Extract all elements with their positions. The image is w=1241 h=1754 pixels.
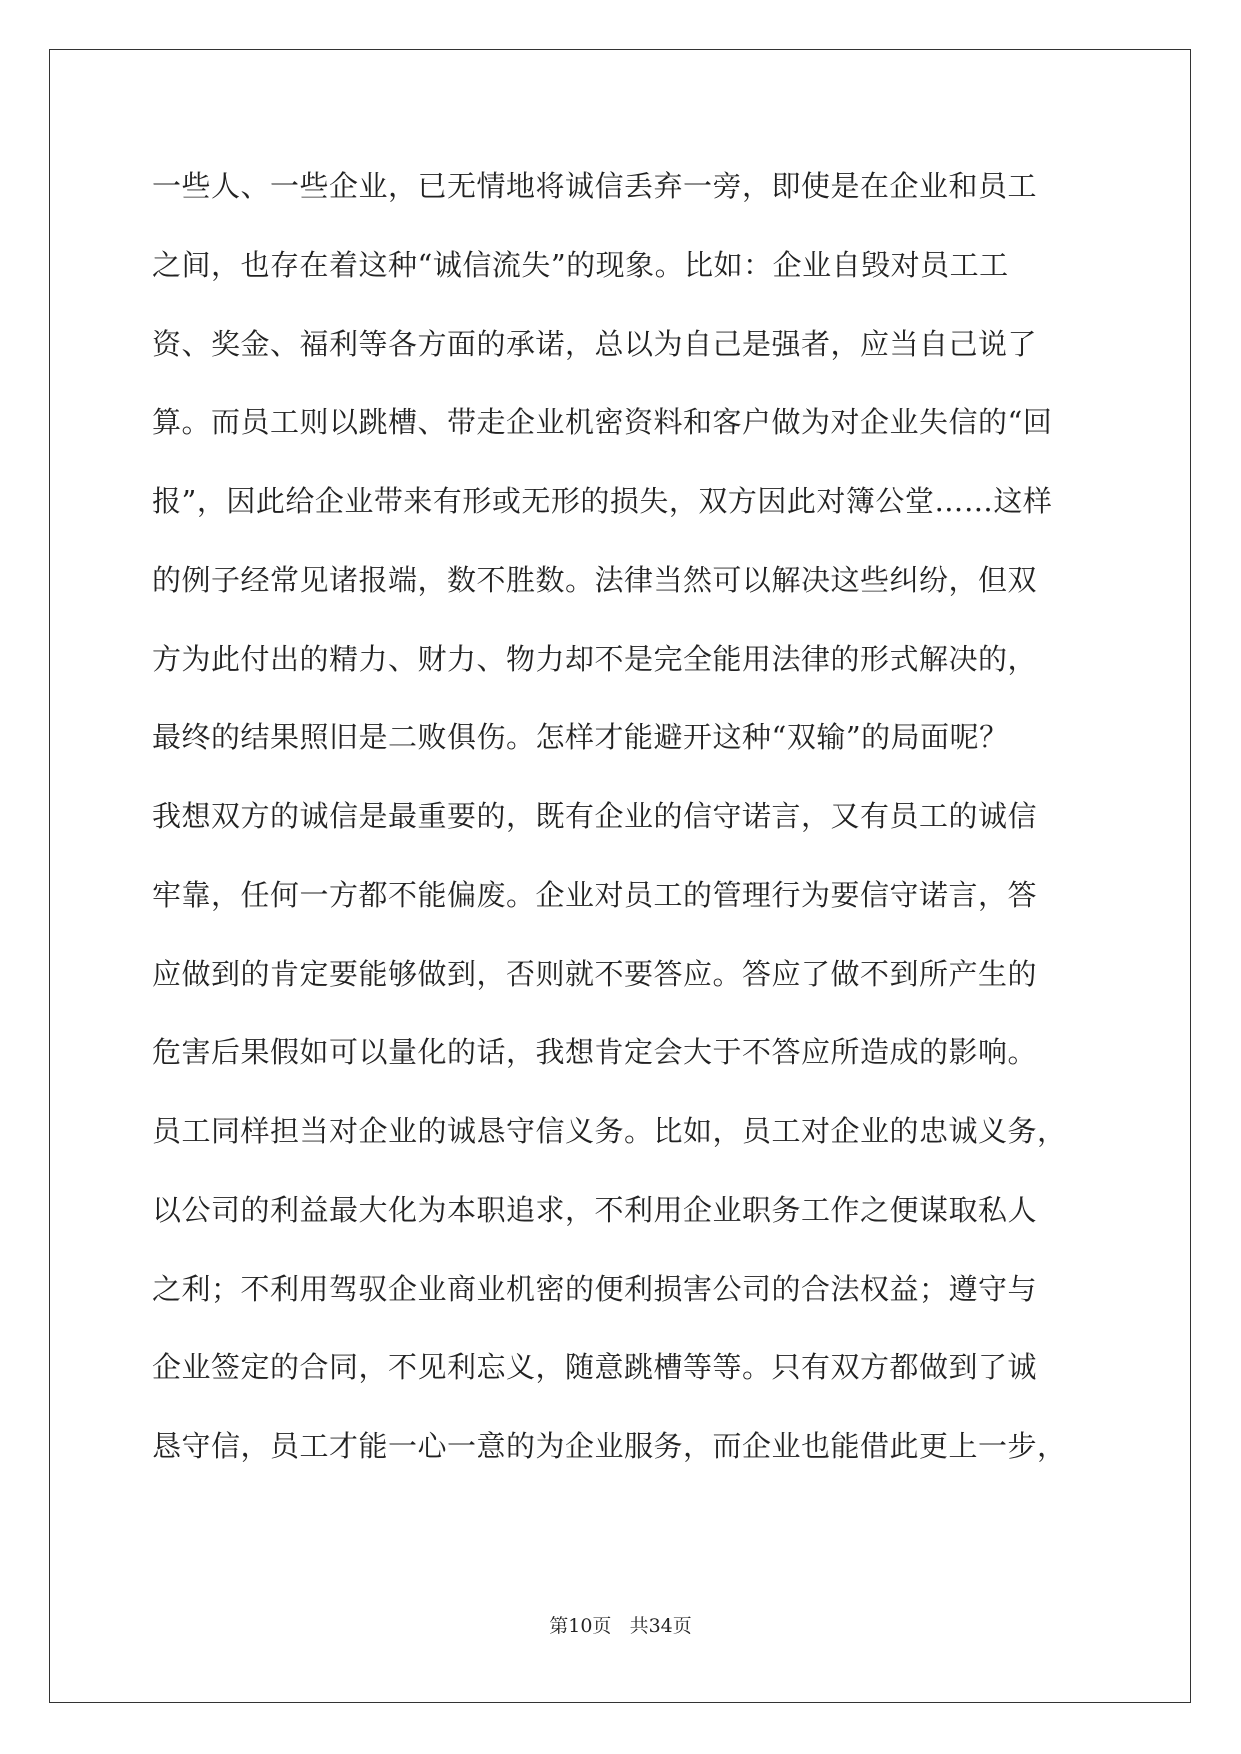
body-line: 最终的结果照旧是二败俱伤。怎样才能避开这种“双输”的局面呢？ — [152, 720, 1009, 755]
body-line: 牢靠，任何一方都不能偏废。企业对员工的管理行为要信守诺言，答 — [152, 877, 1038, 912]
body-line: 之利；不利用驾驭企业商业机密的便利损害公司的合法权益；遵守与 — [152, 1271, 1038, 1306]
body-line: 危害后果假如可以量化的话，我想肯定会大于不答应所造成的影响。 — [152, 1035, 1038, 1070]
body-line: 资、奖金、福利等各方面的承诺，总以为自己是强者，应当自己说了 — [152, 326, 1038, 361]
page-footer — [0, 1611, 1241, 1638]
body-line: 报”，因此给企业带来有形或无形的损失，双方因此对簿公堂……这样 — [152, 484, 1053, 518]
body-line: 的例子经常见诸报端，数不胜数。法律当然可以解决这些纠纷，但双 — [152, 562, 1038, 597]
body-line: 员工同样担当对企业的诚恳守信义务。比如，员工对企业的忠诚义务， — [152, 1114, 1067, 1148]
body-line: 方为此付出的精力、财力、物力却不是完全能用法律的形式解决的， — [152, 641, 1038, 676]
body-line: 以公司的利益最大化为本职追求，不利用企业职务工作之便谋取私人 — [152, 1192, 1038, 1227]
page-number: 第10页 — [549, 1615, 612, 1637]
body-line: 企业签定的合同，不见利忘义，随意跳槽等等。只有双方都做到了诚 — [152, 1350, 1038, 1385]
body-line: 应做到的肯定要能够做到，否则就不要答应。答应了做不到所产生的 — [152, 956, 1038, 991]
document-body — [152, 166, 1092, 1505]
page-total: 共34页 — [629, 1615, 692, 1637]
body-line: 之间，也存在着这种“诚信流失”的现象。比如：企业自毁对员工工 — [152, 247, 1009, 282]
body-line: 我想双方的诚信是最重要的，既有企业的信守诺言，又有员工的诚信 — [152, 799, 1038, 833]
body-line: 恳守信，员工才能一心一意的为企业服务，而企业也能借此更上一步， — [152, 1429, 1067, 1463]
body-line: 算。而员工则以跳槽、带走企业机密资料和客户做为对企业失信的“回 — [152, 405, 1053, 440]
body-line: 一些人、一些企业，已无情地将诚信丢弃一旁，即使是在企业和员工 — [152, 169, 1038, 203]
